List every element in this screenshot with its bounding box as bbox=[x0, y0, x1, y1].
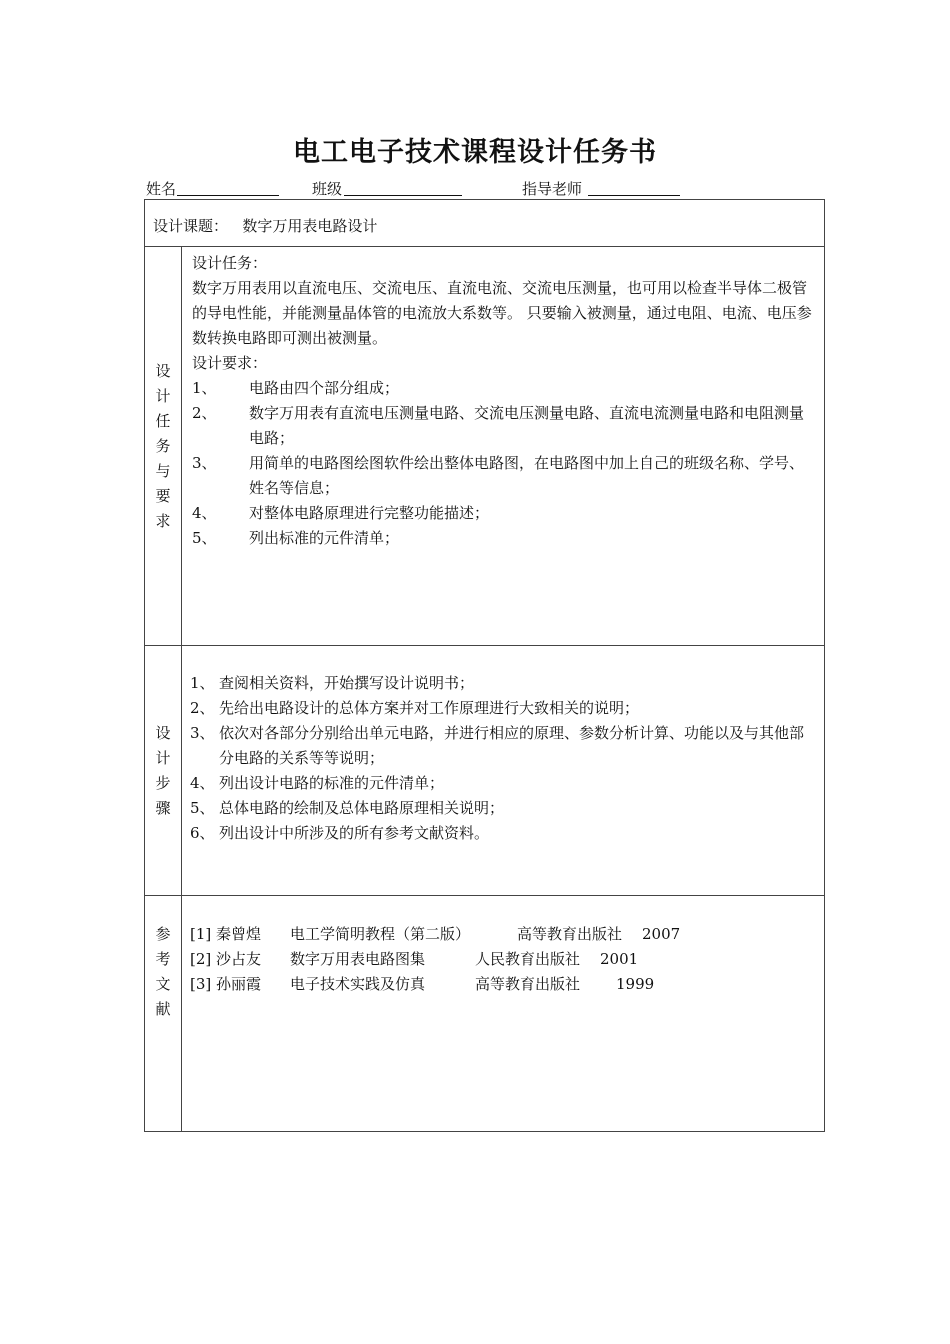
task-side-label bbox=[145, 247, 182, 646]
side-char: 考 bbox=[155, 950, 171, 968]
reference-item bbox=[190, 947, 816, 972]
step-item bbox=[190, 696, 816, 721]
topic-cell bbox=[145, 200, 825, 247]
step-number: 2、 bbox=[190, 699, 215, 717]
class-field[interactable] bbox=[344, 195, 462, 196]
reference-item bbox=[190, 972, 816, 997]
side-char: 设 bbox=[155, 361, 171, 380]
task-label: 设计任务： bbox=[192, 254, 268, 272]
step-text: 查阅相关资料，开始撰写设计说明书； bbox=[219, 674, 475, 692]
task-content bbox=[182, 247, 825, 646]
item-number: 5、 bbox=[192, 529, 217, 547]
step-item bbox=[190, 821, 816, 846]
ref-book: 电工学简明教程（第二版） bbox=[290, 925, 471, 943]
ref-index: [3] bbox=[190, 975, 212, 993]
name-label: 姓名 bbox=[146, 180, 177, 198]
ref-author: 沙占友 bbox=[216, 950, 262, 968]
requirement-item bbox=[192, 501, 816, 526]
refs-content bbox=[182, 896, 825, 1132]
side-char: 步 bbox=[155, 773, 171, 792]
side-char: 骤 bbox=[155, 798, 171, 817]
ref-publisher: 高等教育出版社 bbox=[475, 975, 581, 993]
steps-content bbox=[182, 646, 825, 896]
item-number: 4、 bbox=[192, 504, 217, 522]
item-text: 数字万用表有直流电压测量电路、交流电压测量电路、直流电流测量电路和电阻测量电路； bbox=[249, 404, 805, 447]
requirement-item bbox=[192, 376, 816, 401]
step-number: 1、 bbox=[190, 674, 215, 692]
teacher-label: 指导老师 bbox=[522, 180, 583, 198]
side-char: 献 bbox=[155, 1000, 171, 1018]
item-text: 电路由四个部分组成； bbox=[249, 379, 400, 397]
step-text: 列出设计电路的标准的元件清单； bbox=[219, 774, 445, 792]
item-number: 3、 bbox=[192, 454, 217, 472]
ref-year: 1999 bbox=[616, 975, 655, 993]
name-field[interactable] bbox=[177, 195, 279, 196]
task-table bbox=[144, 199, 825, 1132]
steps-row bbox=[145, 646, 825, 896]
requirement-item bbox=[192, 401, 816, 451]
item-text: 列出标准的元件清单； bbox=[249, 529, 400, 547]
step-text: 总体电路的绘制及总体电路原理相关说明； bbox=[219, 799, 505, 817]
side-char: 务 bbox=[155, 436, 171, 455]
ref-year: 2007 bbox=[642, 925, 681, 943]
step-text: 先给出电路设计的总体方案并对工作原理进行大致相关的说明； bbox=[219, 699, 640, 717]
class-label: 班级 bbox=[312, 180, 343, 198]
ref-author: 孙丽霞 bbox=[216, 975, 262, 993]
side-char: 设 bbox=[155, 723, 171, 742]
refs-row bbox=[145, 896, 825, 1132]
teacher-field[interactable] bbox=[588, 195, 680, 196]
item-text: 对整体电路原理进行完整功能描述； bbox=[249, 504, 490, 522]
requirement-item bbox=[192, 526, 816, 551]
reference-item bbox=[190, 922, 816, 947]
steps-side-label bbox=[145, 646, 182, 896]
page-title: 电工电子技术课程设计任务书 bbox=[293, 137, 657, 168]
ref-author: 秦曾煌 bbox=[216, 925, 262, 943]
step-item bbox=[190, 671, 816, 696]
item-number: 2、 bbox=[192, 404, 217, 422]
side-char: 求 bbox=[155, 511, 171, 530]
step-text: 依次对各部分分别给出单元电路，并进行相应的原理、参数分析计算、功能以及与其他部分电路的关系等等说明； bbox=[219, 724, 805, 767]
step-number: 3、 bbox=[190, 724, 215, 742]
side-char: 文 bbox=[155, 975, 171, 993]
side-char: 要 bbox=[155, 486, 171, 505]
ref-year: 2001 bbox=[600, 950, 639, 968]
ref-index: [1] bbox=[190, 925, 212, 943]
ref-book: 数字万用表电路图集 bbox=[290, 950, 426, 968]
step-number: 5、 bbox=[190, 799, 215, 817]
step-item bbox=[190, 721, 816, 771]
ref-publisher: 人民教育出版社 bbox=[475, 950, 581, 968]
side-char: 与 bbox=[155, 461, 171, 480]
task-text: 数字万用表用以直流电压、交流电压、直流电流、交流电压测量，也可用以检查半导体二极管的导电性能，并能测量晶体管的电流放大系数等。 只要输入被测量，通过电阻、电流、电压参数转换电路即可测出被测量。 bbox=[192, 279, 812, 347]
requirements-label: 设计要求： bbox=[192, 354, 268, 372]
requirement-item bbox=[192, 451, 816, 501]
step-number: 6、 bbox=[190, 824, 215, 842]
ref-index: [2] bbox=[190, 950, 212, 968]
side-char: 任 bbox=[155, 411, 171, 430]
step-text: 列出设计中所涉及的所有参考文献资料。 bbox=[219, 824, 490, 842]
topic-label: 设计课题： bbox=[153, 217, 229, 235]
topic-row bbox=[145, 200, 825, 247]
refs-side-label bbox=[145, 896, 182, 1132]
ref-publisher: 高等教育出版社 bbox=[517, 925, 623, 943]
side-char: 计 bbox=[155, 748, 171, 767]
step-item bbox=[190, 796, 816, 821]
item-text: 用简单的电路图绘图软件绘出整体电路图，在电路图中加上自己的班级名称、学号、姓名等信息； bbox=[249, 454, 805, 497]
step-item bbox=[190, 771, 816, 796]
step-number: 4、 bbox=[190, 774, 215, 792]
side-char: 参 bbox=[155, 925, 171, 943]
side-char: 计 bbox=[155, 386, 171, 405]
item-number: 1、 bbox=[192, 379, 217, 397]
ref-book: 电子技术实践及仿真 bbox=[290, 975, 426, 993]
task-row bbox=[145, 247, 825, 646]
topic-value: 数字万用表电路设计 bbox=[242, 217, 378, 235]
